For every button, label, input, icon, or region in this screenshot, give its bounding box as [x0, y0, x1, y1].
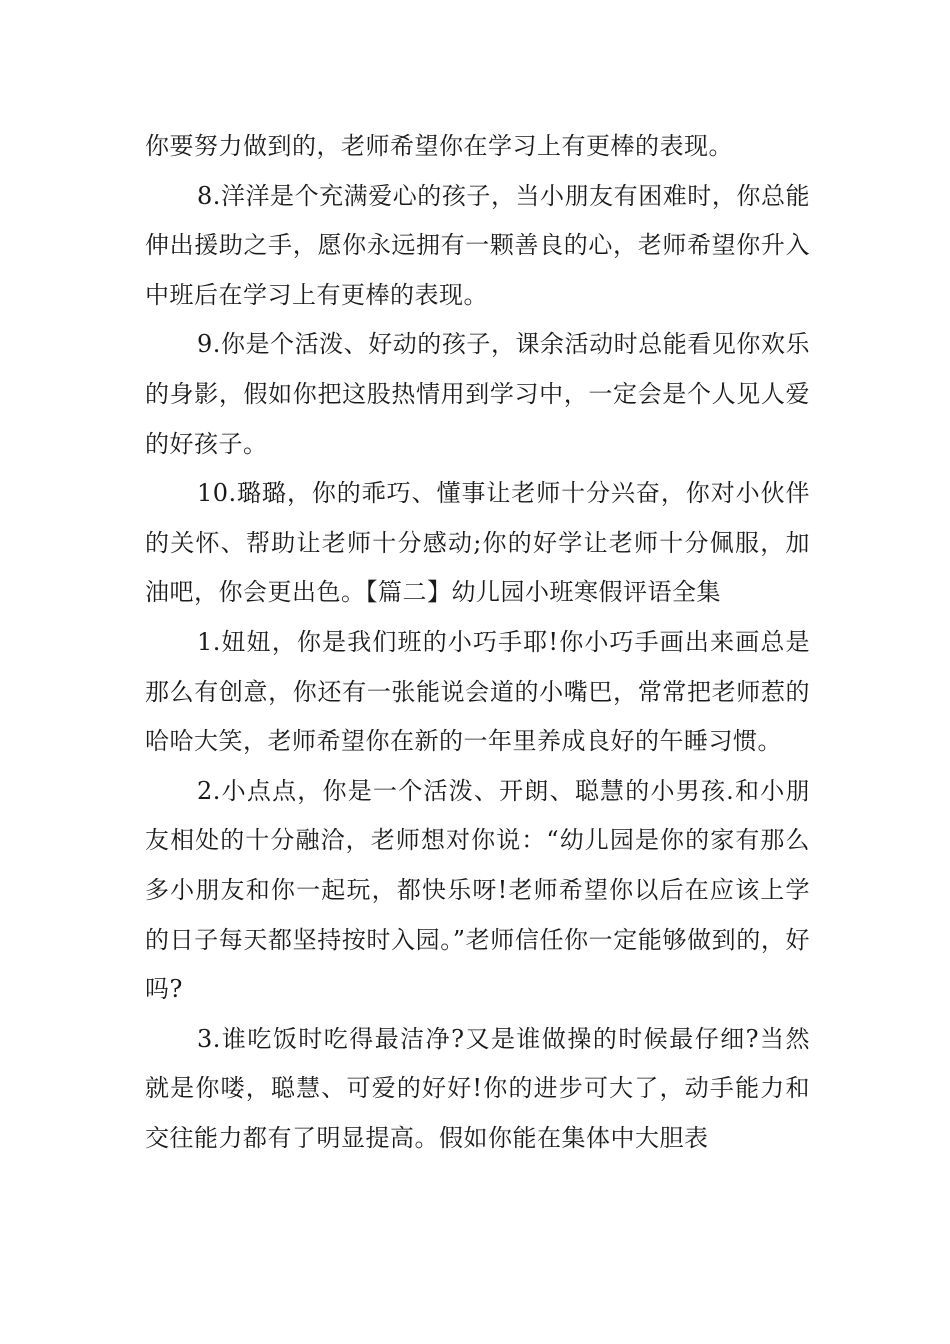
paragraph-item-1: 1.妞妞，你是我们班的小巧手耶!你小巧手画出来画总是那么有创意，你还有一张能说会道的小嘴巴，常常把老师惹的哈哈大笑，老师希望你在新的一年里养成良好的午睡习惯。 — [145, 627, 810, 756]
paragraph-item-9: 9.你是个活泼、好动的孩子，课余活动时总能看见你欢乐的身影，假如你把这股热情用到学习中，一定会是个人见人爱的好孩子。 — [145, 330, 810, 458]
paragraph-item-2: 2.小点点，你是一个活泼、开朗、聪慧的小男孩.和小朋友相处的十分融洽，老师想对你说：“幼儿园是你的家有那么多小朋友和你一起玩，都快乐呀!老师希望你以后在应该上学的日子每天都坚持按时入园。”老师信任你一定能够做到的，好吗? — [145, 776, 810, 1004]
paragraph-continuation: 你要努力做到的，老师希望你在学习上有更棒的表现。 — [145, 132, 733, 160]
document-page — [145, 122, 810, 1163]
paragraph-item-10: 10.璐璐，你的乖巧、懂事让老师十分兴奋，你对小伙伴的关怀、帮助让老师十分感动;你的好学让老师十分佩服，加油吧，你会更出色。【篇二】幼儿园小班寒假评语全集 — [145, 479, 810, 607]
paragraph-item-3: 3.谁吃饭时吃得最洁净?又是谁做操的时候最仔细?当然就是你喽，聪慧、可爱的好好!你的进步可大了，动手能力和交往能力都有了明显提高。假如你能在集体中大胆表 — [145, 1024, 810, 1152]
paragraph-item-8: 8.洋洋是个充满爱心的孩子，当小朋友有困难时，你总能伸出援助之手，愿你永远拥有一颗善良的心，老师希望你升入中班后在学习上有更棒的表现。 — [145, 181, 810, 309]
